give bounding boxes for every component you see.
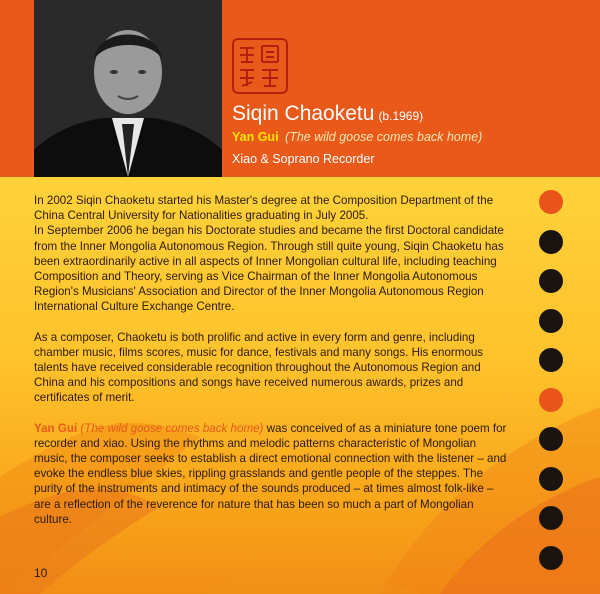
paragraph-3-body: was conceived of as a miniature tone poem for recorder and xiao. Using the rhythms and melodic patterns characteristic of Mongolian music, the composer seeks to establish a direct emotional connection with the listener – and evoke the endless blue skies, rippling grasslands and gentle people of the steppes. The purity of the instruments and intimacy of the sounds produced – at times almost folk-like – are a reflection of the reverence for nature that has been so much a part of Mongolian culture. xyxy=(34,421,507,526)
paragraph-1b: In September 2006 he began his Doctorate studies and became the first Doctoral candidate from the Inner Mongolia Autonomous Region. Through still quite young, Siqin Chaoketu has been extraordinarily active in all aspects of Inner Mongolian cultural life, including teaching Composition and Theory, serving as Vice Chairman of the Inner Mongolia Autonomous Region's Musicians' Association and Director of the Inner Mongolia Autonomous Region International Culture Exchange Centre. xyxy=(34,224,504,314)
decorative-dot-9 xyxy=(539,506,563,530)
paragraph-3 xyxy=(34,421,509,527)
composer-name-line xyxy=(232,102,423,126)
paragraph-1a: In 2002 Siqin Chaoketu started his Master's degree at the Composition Department of the China Central University for Nationalities graduating in July 2005. xyxy=(34,194,494,223)
composer-portrait xyxy=(34,0,222,177)
decorative-dot-8 xyxy=(539,467,563,491)
header-band xyxy=(0,0,600,177)
work-title: Yan Gui xyxy=(232,130,279,144)
page-number: 10 xyxy=(34,566,48,580)
decorative-dot-1 xyxy=(539,190,563,214)
chinese-seal-icon xyxy=(232,38,288,94)
decorative-dot-2 xyxy=(539,230,563,254)
composer-birth-year: (b.1969) xyxy=(378,109,424,123)
decorative-dot-5 xyxy=(539,348,563,372)
composer-name: Siqin Chaoketu xyxy=(232,102,375,125)
paragraph-3-subtitle: (The wild goose comes back home) xyxy=(80,421,264,435)
decorative-dot-6 xyxy=(539,388,563,412)
instrumentation: Xiao & Soprano Recorder xyxy=(232,152,375,166)
decorative-dot-10 xyxy=(539,546,563,570)
paragraph-2: As a composer, Chaoketu is both prolific and active in every form and genre, including chamber music, films scores, music for dance, festivals and many songs. His enormous talents have received considerable recognition throughout the Autonomous Region and China and his compositions and songs have received numerous awards, prizes and certificates of merit. xyxy=(34,330,484,405)
work-title-line xyxy=(232,130,482,144)
work-subtitle: (The wild goose comes back home) xyxy=(285,130,483,144)
decorative-dot-7 xyxy=(539,427,563,451)
decorative-dots xyxy=(539,190,563,585)
paragraph-3-title: Yan Gui xyxy=(34,421,78,435)
decorative-dot-3 xyxy=(539,269,563,293)
decorative-dot-4 xyxy=(539,309,563,333)
biography-text xyxy=(34,193,509,542)
